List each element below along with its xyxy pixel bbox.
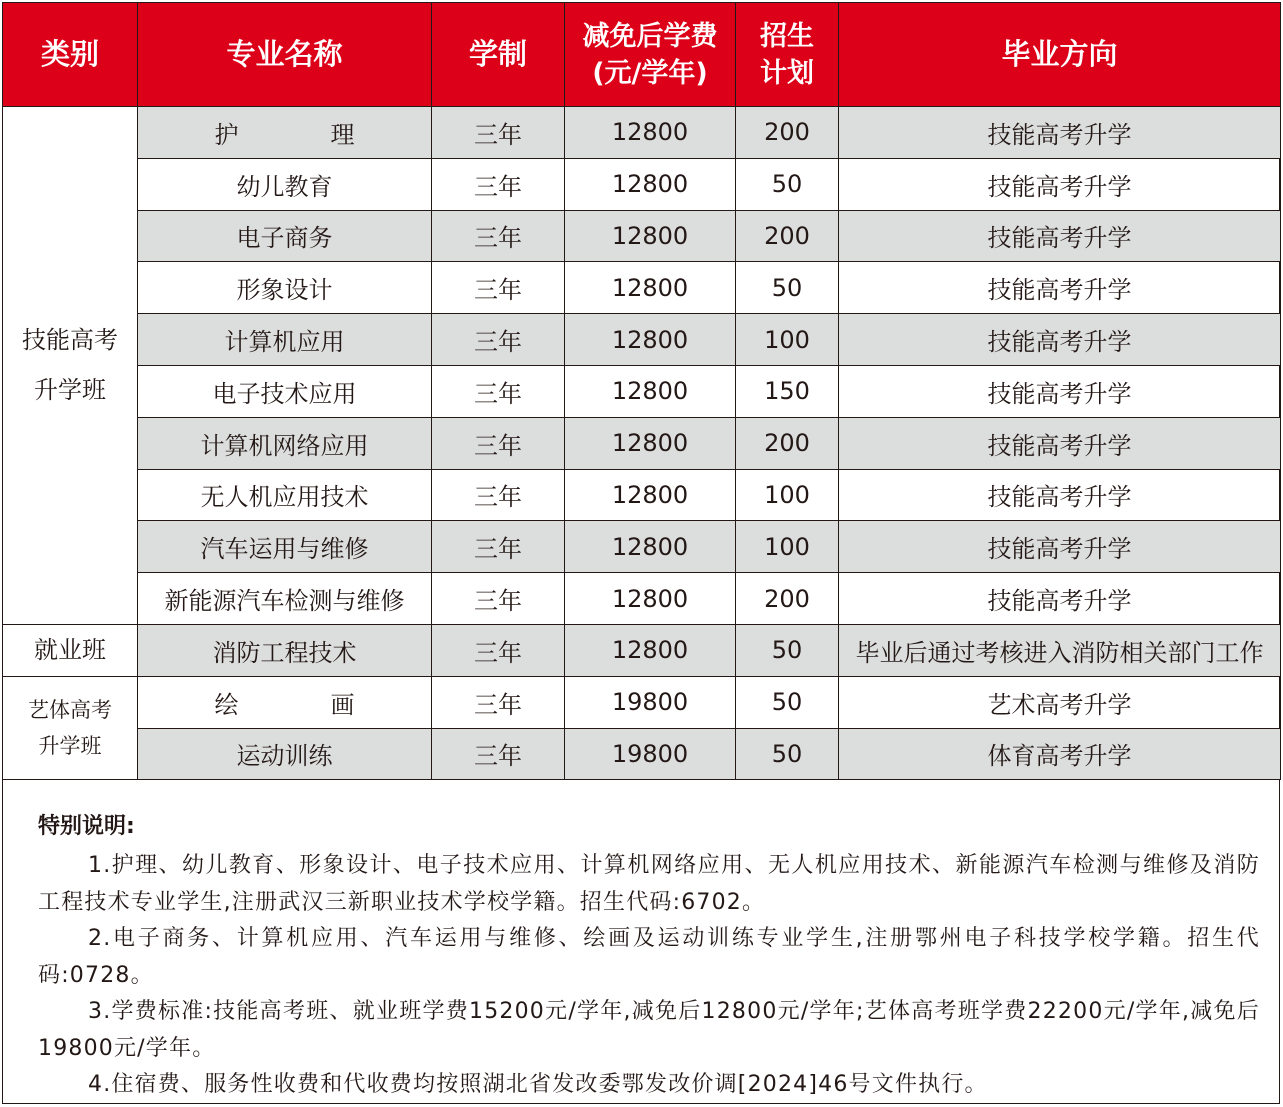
table-row xyxy=(3,624,1281,676)
duration-cell: 三年 xyxy=(432,107,565,159)
table-row xyxy=(3,469,1281,521)
header-duration: 学制 xyxy=(432,3,565,107)
header-category: 类别 xyxy=(3,3,138,107)
note-item-4: 4.住宿费、服务性收费和代收费均按照湖北省发改委鄂发改价调[2024]46号文件执行。 xyxy=(88,1072,988,1097)
fee-cell: 12800 xyxy=(565,469,736,521)
note-item-3: 3.学费标准:技能高考班、就业班学费15200元/学年,减免后12800元/学年;艺体高考班学费22200元/学年,减免后19800元/学年。 xyxy=(38,999,1260,1061)
plan-cell: 100 xyxy=(736,521,839,573)
header-plan-line2: 计划 xyxy=(760,57,814,89)
duration-cell: 三年 xyxy=(432,262,565,314)
table-row xyxy=(3,417,1281,469)
fee-cell: 19800 xyxy=(565,728,736,780)
fee-cell: 12800 xyxy=(565,262,736,314)
fee-cell: 19800 xyxy=(565,676,736,728)
major-cell: 护 理 xyxy=(138,107,432,159)
header-fee xyxy=(565,3,736,107)
major-cell: 绘 画 xyxy=(138,676,432,728)
header-plan xyxy=(736,3,839,107)
plan-cell: 50 xyxy=(736,624,839,676)
header-direction: 毕业方向 xyxy=(839,3,1281,107)
fee-cell: 12800 xyxy=(565,573,736,625)
table-row xyxy=(3,314,1281,366)
fee-table xyxy=(2,2,1281,780)
fee-cell: 12800 xyxy=(565,107,736,159)
table-row xyxy=(3,107,1281,159)
fee-cell: 12800 xyxy=(565,624,736,676)
direction-cell: 技能高考升学 xyxy=(839,469,1281,521)
duration-cell: 三年 xyxy=(432,469,565,521)
category-cell: 就业班 xyxy=(3,624,138,676)
plan-cell: 50 xyxy=(736,158,839,210)
duration-cell: 三年 xyxy=(432,728,565,780)
header-major: 专业名称 xyxy=(138,3,432,107)
major-cell: 计算机应用 xyxy=(138,314,432,366)
category-label: 技能高考升学班 xyxy=(22,326,118,405)
plan-cell: 200 xyxy=(736,210,839,262)
notes-title: 特别说明: xyxy=(38,814,135,839)
major-cell: 无人机应用技术 xyxy=(138,469,432,521)
plan-cell: 200 xyxy=(736,417,839,469)
plan-cell: 100 xyxy=(736,314,839,366)
major-cell: 新能源汽车检测与维修 xyxy=(138,573,432,625)
direction-cell: 技能高考升学 xyxy=(839,210,1281,262)
direction-cell: 技能高考升学 xyxy=(839,107,1281,159)
major-cell: 幼儿教育 xyxy=(138,158,432,210)
major-cell: 形象设计 xyxy=(138,262,432,314)
category-cell xyxy=(3,676,138,780)
fee-cell: 12800 xyxy=(565,314,736,366)
plan-cell: 100 xyxy=(736,469,839,521)
major-cell: 运动训练 xyxy=(138,728,432,780)
duration-cell: 三年 xyxy=(432,417,565,469)
table-row xyxy=(3,262,1281,314)
table-row xyxy=(3,676,1281,728)
major-cell: 消防工程技术 xyxy=(138,624,432,676)
header-plan-line1: 招生 xyxy=(760,20,814,52)
fee-cell: 12800 xyxy=(565,210,736,262)
duration-cell: 三年 xyxy=(432,624,565,676)
plan-cell: 50 xyxy=(736,262,839,314)
table-row xyxy=(3,573,1281,625)
header-fee-line1: 减免后学费 xyxy=(582,20,718,52)
plan-cell: 50 xyxy=(736,728,839,780)
direction-cell: 技能高考升学 xyxy=(839,314,1281,366)
table-row xyxy=(3,365,1281,417)
note-item-2: 2.电子商务、计算机应用、汽车运用与维修、绘画及运动训练专业学生,注册鄂州电子科技学校学籍。招生代码:0728。 xyxy=(38,926,1260,988)
direction-cell: 毕业后通过考核进入消防相关部门工作 xyxy=(839,624,1281,676)
plan-cell: 200 xyxy=(736,573,839,625)
fee-cell: 12800 xyxy=(565,158,736,210)
header-fee-line2: (元/学年) xyxy=(592,57,708,89)
duration-cell: 三年 xyxy=(432,365,565,417)
fee-cell: 12800 xyxy=(565,521,736,573)
category-cell xyxy=(3,107,138,625)
category-label: 艺体高考升学班 xyxy=(28,698,112,759)
direction-cell: 技能高考升学 xyxy=(839,158,1281,210)
direction-cell: 技能高考升学 xyxy=(839,417,1281,469)
duration-cell: 三年 xyxy=(432,521,565,573)
major-cell: 计算机网络应用 xyxy=(138,417,432,469)
direction-cell: 艺术高考升学 xyxy=(839,676,1281,728)
direction-cell: 技能高考升学 xyxy=(839,262,1281,314)
table-row xyxy=(3,210,1281,262)
note-item-1: 1.护理、幼儿教育、形象设计、电子技术应用、计算机网络应用、无人机应用技术、新能源汽车检测与维修及消防工程技术专业学生,注册武汉三新职业技术学校学籍。招生代码:6702。 xyxy=(38,853,1260,915)
duration-cell: 三年 xyxy=(432,158,565,210)
direction-cell: 技能高考升学 xyxy=(839,365,1281,417)
table-row xyxy=(3,158,1281,210)
plan-cell: 50 xyxy=(736,676,839,728)
major-cell: 汽车运用与维修 xyxy=(138,521,432,573)
table-row xyxy=(3,728,1281,780)
special-notes xyxy=(2,790,1280,1104)
duration-cell: 三年 xyxy=(432,573,565,625)
major-cell: 电子技术应用 xyxy=(138,365,432,417)
table-row xyxy=(3,521,1281,573)
duration-cell: 三年 xyxy=(432,676,565,728)
major-cell: 电子商务 xyxy=(138,210,432,262)
duration-cell: 三年 xyxy=(432,314,565,366)
fee-cell: 12800 xyxy=(565,365,736,417)
plan-cell: 200 xyxy=(736,107,839,159)
direction-cell: 技能高考升学 xyxy=(839,573,1281,625)
plan-cell: 150 xyxy=(736,365,839,417)
header-row xyxy=(3,3,1281,107)
duration-cell: 三年 xyxy=(432,210,565,262)
direction-cell: 技能高考升学 xyxy=(839,521,1281,573)
fee-cell: 12800 xyxy=(565,417,736,469)
direction-cell: 体育高考升学 xyxy=(839,728,1281,780)
